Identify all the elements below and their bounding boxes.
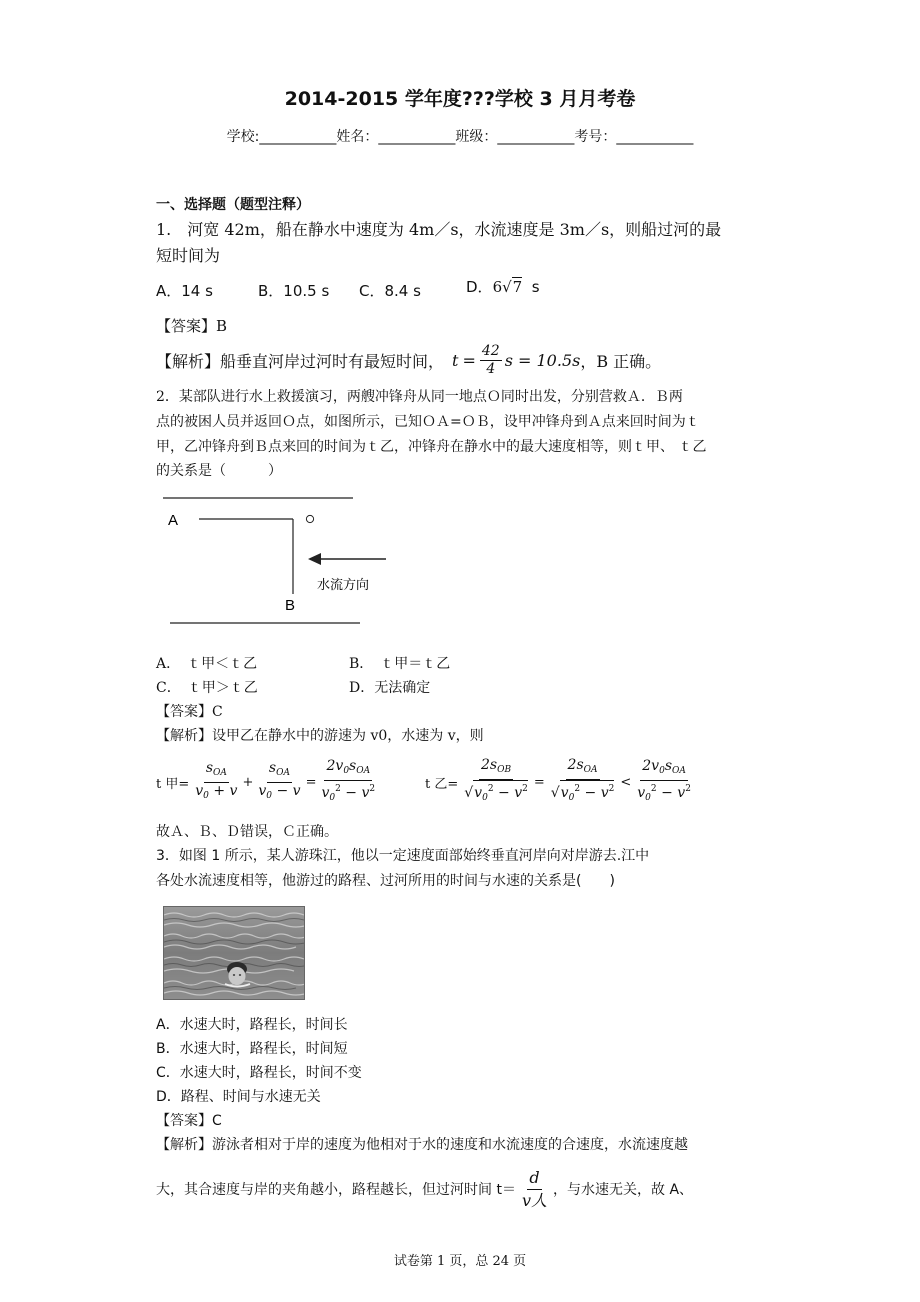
q3-analysis-text1: 游泳者相对于岸的速度为他相对于水的速度和水流速度的合速度，水流速度越 bbox=[212, 1137, 688, 1153]
q1-formula-t: t bbox=[452, 350, 459, 370]
q1-stem-line2: 短时间为 bbox=[156, 246, 221, 265]
q2-analysis bbox=[156, 725, 484, 745]
q1-formula-fraction bbox=[480, 343, 502, 378]
q3-option-c: C．水速大时，路程长，时间不变 bbox=[156, 1065, 362, 1081]
q1-option-b: B．10.5 s bbox=[258, 282, 330, 300]
student-info-line: 学校:___________姓名：___________班级：___________考号：___________ bbox=[226, 129, 694, 145]
q2-formula-left-label: t 甲= bbox=[156, 776, 190, 792]
q2-formula-right: t 乙= $\frac{2s_{OB}}{√v_0^2 - v^2}$ = $\frac{2s_{OA}}{√v_0^2 - v^2}$ < $\frac{2v_0s_{OA}}{v_0^2 - v^2}$ bbox=[425, 757, 693, 807]
q3-option-a: A．水速大时，路程长，时间长 bbox=[156, 1017, 348, 1033]
q1-analysis-label: 【解析】 bbox=[156, 351, 221, 371]
q1-answer: 【答案】B bbox=[156, 317, 228, 335]
q1-stem-line1: 1. 河宽 42m，船在静水中速度为 4m／s，水流速度是 3m／s，则船过河的最 bbox=[156, 220, 722, 239]
q3-stem-line1: 3．如图 1 所示，某人游珠江，他以一定速度面部始终垂直河岸向对岸游去.江中 bbox=[156, 848, 650, 864]
q1-analysis-text: 船垂直河岸过河时有最短时间， bbox=[220, 351, 445, 371]
q2-answer: 【答案】C bbox=[156, 704, 223, 720]
q2-river-diagram bbox=[150, 486, 400, 631]
q1-analysis-end: ，B 正确。 bbox=[580, 351, 662, 371]
q2-analysis-text: 设甲乙在静水中的游速为 v0，水速为 v，则 bbox=[212, 728, 484, 744]
q1-option-d: D．6√7 s bbox=[466, 278, 540, 296]
q3-swimmer-photo bbox=[163, 906, 305, 1000]
q3-formula-num: d bbox=[527, 1167, 541, 1190]
q3-analysis-text2a: 大，其合速度与岸的夹角越小，路程越长，但过河时间 t＝ bbox=[156, 1182, 516, 1198]
q1-option-d-unit: s bbox=[531, 278, 540, 296]
q2-formula-right-label: t 乙= bbox=[425, 776, 459, 792]
q3-answer: 【答案】C bbox=[156, 1113, 222, 1129]
q3-formula-fraction bbox=[520, 1167, 549, 1212]
q2-stem-line3: 甲，乙冲锋舟到Ｂ点来回的时间为ｔ乙，冲锋舟在静水中的最大速度相等，则ｔ甲、 ｔ乙 bbox=[156, 439, 707, 455]
q2-option-b: B． ｔ甲＝ｔ乙 bbox=[349, 656, 451, 672]
q3-analysis-label: 【解析】 bbox=[156, 1137, 212, 1153]
q2-option-a: A． ｔ甲＜ｔ乙 bbox=[156, 656, 258, 672]
label-a: A bbox=[168, 512, 179, 529]
label-b: B bbox=[285, 597, 296, 614]
q1-option-c: C．8.4 s bbox=[359, 282, 421, 300]
swimmer-face bbox=[229, 967, 246, 985]
q1-option-a: A．14 s bbox=[156, 282, 213, 300]
section-heading: 一、选择题（题型注释） bbox=[156, 197, 310, 213]
flow-direction-label: 水流方向 bbox=[317, 578, 370, 593]
q1-formula-den: 4 bbox=[486, 360, 496, 377]
q3-analysis-line2 bbox=[156, 1164, 693, 1214]
q3-formula-den: v人 bbox=[521, 1190, 547, 1210]
q1-analysis: 【解析】 船垂直河岸过河时有最短时间， t = $\frac{42}{4}$ s = 10.5s ，B 正确。 bbox=[156, 342, 662, 377]
page-footer: 试卷第 1 页，总 24 页 bbox=[393, 1254, 527, 1269]
q2-stem-line2: 点的被困人员并返回Ｏ点，如图所示，已知ＯＡ=ＯＢ，设甲冲锋舟到Ａ点来回时间为ｔ bbox=[156, 414, 700, 430]
q1-formula-num: 42 bbox=[481, 342, 500, 359]
q2-stem-line1: 2．某部队进行水上救援演习，两艘冲锋舟从同一地点Ｏ同时出发，分别营救Ａ．Ｂ两 bbox=[156, 389, 683, 405]
q3-option-b: B．水速大时，路程长，时间短 bbox=[156, 1041, 348, 1057]
q2-analysis-label: 【解析】 bbox=[156, 728, 212, 744]
flow-arrow-head-icon bbox=[308, 553, 321, 565]
q3-stem-line2: 各处水流速度相等，他游过的路程、过河所用的时间与水速的关系是( ) bbox=[156, 873, 615, 889]
q1-formula-rest: s = 10.5s bbox=[504, 350, 581, 370]
q1-option-d-coef: 6 bbox=[492, 278, 503, 296]
point-o-marker bbox=[306, 515, 313, 522]
q2-option-c: C． ｔ甲＞ｔ乙 bbox=[156, 680, 258, 696]
q2-conclusion: 故Ａ、Ｂ、Ｄ错误，Ｃ正确。 bbox=[156, 824, 338, 840]
q1-option-d-prefix: D． bbox=[466, 278, 493, 296]
q2-stem-line4: 的关系是（ ） bbox=[156, 463, 282, 479]
q2-formula-left: t 甲= $\frac{s_{OA}}{v_0 + v}$ + $\frac{s_{OA}}{v_0 - v}$ = $\frac{2v_0s_{OA}}{v_0^2 - v^2}$ bbox=[156, 757, 376, 803]
q3-analysis-text2b: ，与水速无关，故 A、 bbox=[553, 1182, 694, 1198]
q3-analysis-line1 bbox=[156, 1134, 688, 1154]
q2-option-d: D．无法确定 bbox=[349, 680, 431, 696]
q3-option-d: D．路程、时间与水速无关 bbox=[156, 1089, 321, 1105]
q1-option-d-radicand: 7 bbox=[512, 278, 523, 296]
exam-title: 2014-2015 学年度???学校 3 月月考卷 bbox=[284, 88, 636, 110]
